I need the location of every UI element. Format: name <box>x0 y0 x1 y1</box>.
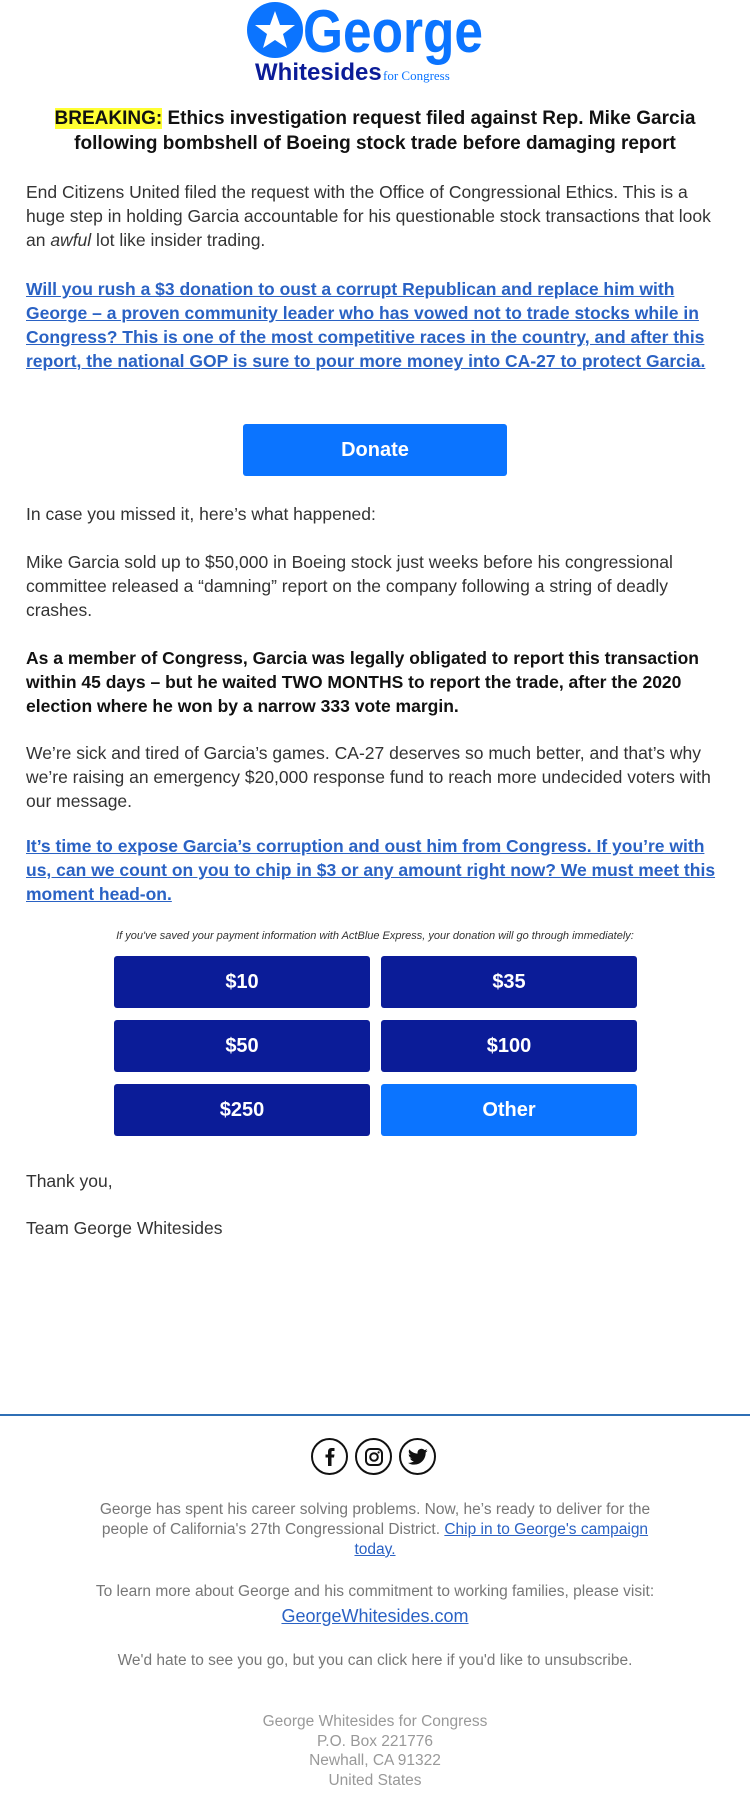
intro-text-end: lot like insider trading. <box>91 230 266 250</box>
intro-paragraph <box>26 180 726 252</box>
donation-appeal-link-1[interactable]: Will you rush a $3 donation to oust a corrupt Republican and replace him with George – a proven community leader who has vowed not to trade stocks while in Congress? This is one of the most competitive races in the country, and after this report, the national GOP is sure to pour more money into CA-27 to protect Garcia. <box>26 279 706 371</box>
address-po-box: P.O. Box 221776 <box>316 1732 434 1750</box>
reporting-violation-paragraph: As a member of Congress, Garcia was legally obligated to report this transaction within 45 days – but he waited TWO MONTHS to report the trade, after the 2020 election where he won by a narrow 333 vote margin. <box>26 648 699 716</box>
donation-appeal-link-2[interactable]: It’s time to expose Garcia’s corruption and oust him from Congress. If you’re with us, can we count on you to chip in $3 or any amount right now? We must meet this moment head-on. <box>26 836 716 904</box>
logo-tagline: for Congress <box>383 68 450 83</box>
thank-you: Thank you, <box>26 1171 113 1191</box>
headline-text: Ethics investigation request filed against Rep. Mike Garcia following bombshell of Boeing stock trade before damaging report <box>74 108 696 154</box>
donate-250-button[interactable]: $250 <box>114 1084 370 1136</box>
donate-10-button[interactable]: $10 <box>114 956 370 1008</box>
donate-100-button[interactable]: $100 <box>381 1020 637 1072</box>
intro-emphasis: awful <box>50 230 92 250</box>
intro-text-start: End Citizens United filed the request with the Office of Congressional Ethics. This is a huge step in holding Garcia accountable for his questionable stock transactions that look an <box>26 182 711 250</box>
actblue-express-note: If you've saved your payment information with ActBlue Express, your donation will go through immediately: <box>116 930 634 942</box>
signoff: Team George Whitesides <box>26 1218 223 1238</box>
website-link[interactable]: GeorgeWhitesides.com <box>281 1606 469 1626</box>
footer-about-text: George has spent his career solving problems. Now, he’s ready to deliver for the people of California's 27th Congressional District. <box>99 1501 651 1538</box>
facebook-link[interactable] <box>311 1438 348 1475</box>
mailing-address <box>0 1712 750 1790</box>
footer-divider <box>0 1414 750 1416</box>
address-city: Newhall, CA 91322 <box>309 1752 441 1769</box>
twitter-link[interactable] <box>399 1438 436 1475</box>
address-org: George Whitesides for Congress <box>262 1713 488 1730</box>
learn-more-text: To learn more about George and his commitment to working families, please visit: <box>95 1583 655 1600</box>
chip-in-link[interactable]: Chip in to George's campaign today. <box>354 1521 649 1558</box>
response-fund-paragraph: We’re sick and tired of Garcia’s games. CA-27 deserves so much better, and that’s why we’re raising an emergency $20,000 response fund to reach more undecided voters with our message. <box>26 743 711 811</box>
logo-graphic <box>245 0 505 86</box>
breaking-label: BREAKING: <box>54 108 163 129</box>
unsubscribe-link[interactable]: We'd hate to see you go, but you can click here if you'd like to unsubscribe. <box>117 1652 633 1669</box>
footer-learn-more <box>80 1582 670 1628</box>
stock-sale-paragraph: Mike Garcia sold up to $50,000 in Boeing stock just weeks before his congressional committee released a “damning” report on the company following a string of deadly crashes. <box>26 552 673 620</box>
star-icon <box>247 2 303 58</box>
campaign-logo[interactable] <box>0 0 750 86</box>
donate-button[interactable]: Donate <box>243 424 507 476</box>
twitter-icon <box>408 1448 428 1466</box>
recap-intro: In case you missed it, here’s what happened: <box>26 504 376 524</box>
logo-big-name: George <box>303 0 483 65</box>
instagram-link[interactable] <box>355 1438 392 1475</box>
headline <box>40 106 710 156</box>
facebook-icon <box>321 1447 339 1467</box>
footer-about <box>80 1500 670 1560</box>
instagram-icon <box>364 1447 384 1467</box>
logo-small-name: Whitesides <box>255 59 382 86</box>
donate-35-button[interactable]: $35 <box>381 956 637 1008</box>
address-country: United States <box>328 1771 422 1789</box>
donate-50-button[interactable]: $50 <box>114 1020 370 1072</box>
donate-other-button[interactable]: Other <box>381 1084 637 1136</box>
